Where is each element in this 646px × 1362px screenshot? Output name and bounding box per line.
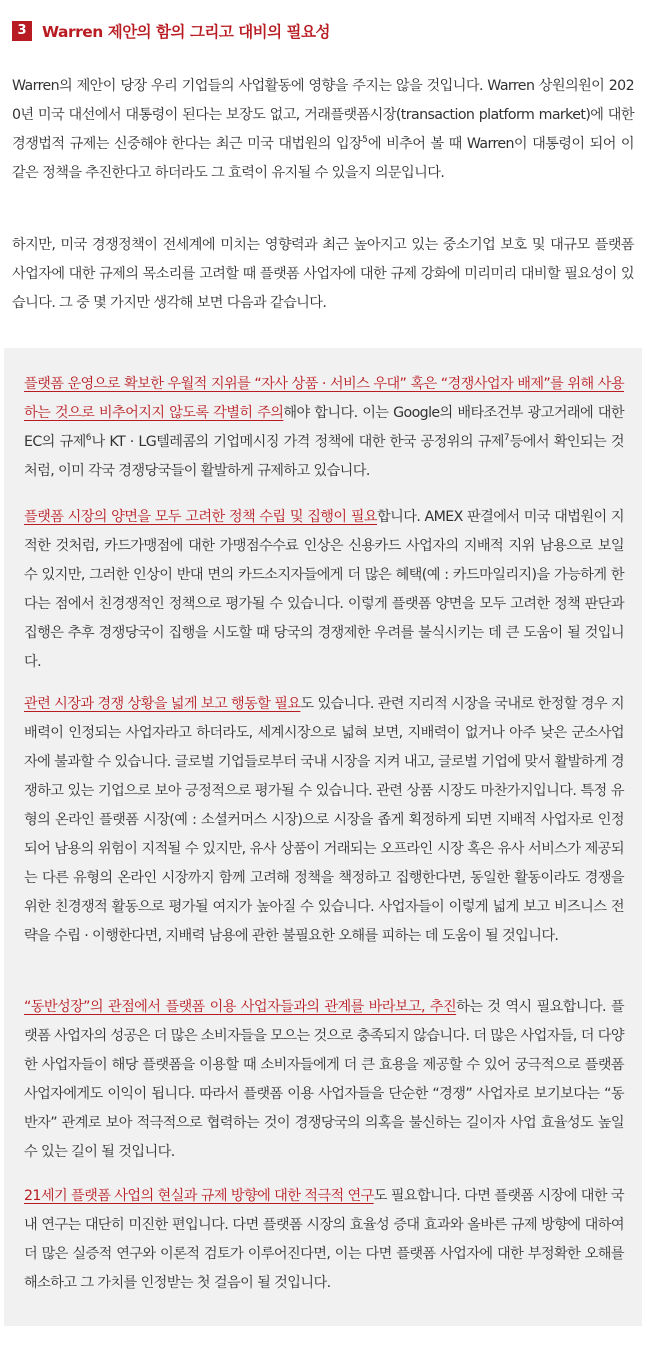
section-heading — [12, 18, 330, 44]
recommendation-1-text-c: 등에서 확인되는 것처럼, 이미 각국 경쟁당국들이 활발하게 규제하고 있습니다. — [24, 434, 624, 479]
intro-paragraph-1-text-a: Warren의 제안이 당장 우리 기업들의 사업활동에 영향을 주지는 않을 것입니다. Warren 상원의원이 2020년 미국 대선에서 대통령이 된다는 보장도 없고, 거래플랫폼시장(transaction platform market)에 대한 경쟁법적 규제는 신중해야 한다는 최근 미국 대법원의 입장 — [12, 78, 634, 152]
section-title: Warren 제안의 함의 그리고 대비의 필요성 — [42, 23, 330, 41]
recommendation-5 — [24, 1182, 624, 1298]
recommendation-4-highlight: “동반성장”의 관점에서 플랫폼 이용 사업자들과의 관계를 바라보고, 추진 — [24, 999, 457, 1015]
recommendation-5-highlight: 21세기 플랫폼 사업의 현실과 규제 방향에 대한 적극적 연구 — [24, 1188, 374, 1204]
recommendation-1-text-b: 나 KT · LG텔레콤의 기업메시징 가격 정책에 대한 한국 공정위의 규제 — [91, 434, 504, 450]
recommendation-1 — [24, 370, 624, 486]
footnote-ref-7[interactable]: 7 — [503, 433, 510, 443]
recommendation-3-text: 도 있습니다. 관련 지리적 시장을 국내로 한정할 경우 지배력이 인정되는 사업자라고 하더라도, 세계시장으로 넓혀 보면, 지배력이 없거나 아주 낮은 군소사업자에 불과할 수 있습니다. 글로벌 기업들로부터 국내 시장을 지켜 내고, 글로벌 기업에 맞서 활발하게 경쟁하고 있는 기업으로 보아 긍정적으로 평가될 수 있습니다. 관련 상품 시장도 마찬가지입니다. 특정 유형의 온라인 플랫폼 시장(예 : 소셜커머스 시장)으로 시장을 좁게 획정하게 되면 지배적 사업자로 인정되어 남용의 위험이 지적될 수 있지만, 유사 상품이 거래되는 오프라인 시장 혹은 유사 서비스가 제공되는 다른 유형의 온라인 시장까지 함께 고려해 정책을 책정하고 집행한다면, 동일한 활동이라도 경쟁을 위한 친경쟁적 활동으로 평가될 여지가 높아질 수 있습니다. 사업자들이 이렇게 넓게 보고 비즈니스 전략을 수립 · 이행한다면, 지배력 남용에 관한 불필요한 오해를 피하는 데 도움이 될 것입니다. — [24, 696, 624, 944]
footnote-ref-6[interactable]: 6 — [85, 433, 92, 443]
recommendation-2 — [24, 503, 624, 677]
recommendation-3-highlight: 관련 시장과 경쟁 상황을 넓게 보고 행동할 필요 — [24, 696, 301, 712]
intro-paragraph-2 — [12, 231, 634, 318]
recommendation-1-highlight: 플랫폼 운영으로 확보한 우월적 지위를 “자사 상품 · 서비스 우대” 혹은 “경쟁사업자 배제”를 위해 사용하는 것으로 비추어지지 않도록 각별히 주의 — [24, 376, 624, 421]
recommendation-4-text: 하는 것 역시 필요합니다. 플랫폼 사업자의 성공은 더 많은 소비자들을 모으는 것으로 충족되지 않습니다. 더 많은 사업자들, 더 다양한 사업자들이 해당 플랫폼을 이용할 때 소비자들에게 더 큰 효용을 제공할 수 있어 궁극적으로 플랫폼 사업자에게도 이익이 됩니다. 따라서 플랫폼 이용 사업자들을 단순한 “경쟁” 사업자로 보기보다는 “동반자” 관계로 보아 적극적으로 협력하는 것이 경쟁당국의 의혹을 불신하는 길이자 사업 효율성도 높일 수 있는 길이 될 것입니다. — [24, 999, 624, 1160]
recommendation-4 — [24, 993, 624, 1167]
footnote-ref-5[interactable]: 5 — [362, 135, 368, 145]
recommendation-1-text-a: 해야 합니다. 이는 Google의 배타조건부 광고거래에 대한 EC의 규제 — [24, 405, 624, 450]
recommendation-2-text: 합니다. AMEX 판결에서 미국 대법원이 지적한 것처럼, 카드가맹점에 대한 가맹점수수료 인상은 신용카드 사업자의 지배적 지위 남용으로 보일 수 있지만, 그러한 인상이 반대 면의 카드소지자들에게 더 많은 혜택(예 : 카드마일리지)을 가능하게 한다는 점에서 친경쟁적인 정책으로 평가될 수 있습니다. 이렇게 플랫폼 양면을 모두 고려한 정책 판단과 집행은 추후 경쟁당국이 집행을 시도할 때 당국의 경쟁제한 우려를 불식시키는 데 큰 도움이 될 것입니다. — [24, 509, 624, 670]
recommendation-5-text: 도 필요합니다. 다면 플랫폼 시장에 대한 국내 연구는 대단히 미진한 편입니다. 다면 플랫폼 시장의 효율성 증대 효과와 올바른 규제 방향에 대하여 더 많은 실증적 연구와 이론적 검토가 이루어진다면, 이는 다면 플랫폼 사업자에 대한 부정확한 오해를 해소하고 그 가치를 인정받는 첫 걸음이 될 것입니다. — [24, 1188, 624, 1291]
intro-paragraph-1-text-b: 에 비추어 볼 때 Warren이 대통령이 되어 이 같은 정책을 추진한다고 하더라도 그 효력이 유지될 수 있을지 의문입니다. — [12, 136, 634, 181]
intro-paragraph-2-text: 하지만, 미국 경쟁정책이 전세계에 미치는 영향력과 최근 높아지고 있는 중소기업 보호 및 대규모 플랫폼 사업자에 대한 규제의 목소리를 고려할 때 플랫폼 사업자에 대한 규제 강화에 미리미리 대비할 필요성이 있습니다. 그 중 몇 가지만 생각해 보면 다음과 같습니다. — [12, 237, 634, 311]
recommendation-2-highlight: 플랫폼 시장의 양면을 모두 고려한 정책 수립 및 집행이 필요 — [24, 509, 377, 525]
intro-paragraph-1 — [12, 72, 634, 188]
section-number-badge: 3 — [12, 21, 32, 41]
recommendation-3 — [24, 690, 624, 951]
recommendations-box — [4, 348, 642, 1326]
